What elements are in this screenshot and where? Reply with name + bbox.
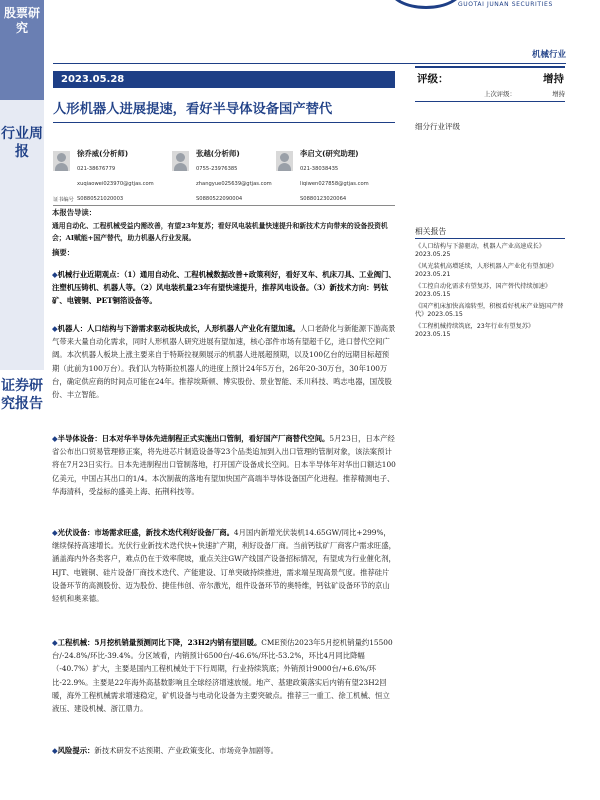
brand-logo-icon <box>388 0 464 9</box>
side-label-mid: 行业周报 <box>1 126 43 160</box>
analyst-name: 徐乔威(分析师) <box>77 149 129 158</box>
paragraph-lead: 机械行业近期观点： <box>57 270 124 279</box>
related-report-link[interactable]: 《工程机械持续筑底，23年行业有望复苏》2023.05.15 <box>415 323 535 339</box>
related-reports-title: 相关报告 <box>415 227 447 236</box>
paragraph-robot <box>52 322 396 401</box>
rating-label: 评级： <box>417 73 449 85</box>
paragraph-text: 5月23日，日本产经省公布出口贸易管理修正案，将先进芯片制造设备等23个品类追加到入出口管理的管制对象，该法案预计将在7月23日实行。日本先进制程出口管制落地，打开国产设备成长空间。日本半导体年对华出口额达100亿美元，中国占其出口的1/4。本次制裁的落地有望加快国产高端半导体设备国产化进程。推荐精测电子、华海清科，受益标的盛美上海、拓荆科技等。 <box>52 434 396 496</box>
report-title: 人形机器人进展提速，看好半导体设备国产替代 <box>53 102 333 117</box>
paragraph-text: 人口老龄化与新能源下游高景气带来大量自动化需求，同时人形机器人研究进展有望加速，核心部件市场有望超千亿，进口替代空间广阔。本次机器人板块上涨主要来自于特斯拉视频展示的机器人进展超预期，以及100亿台的远期目标超预期（此前为100万台）。我们认为特斯拉机器人的进度上预计24年5万台，26年20-30万台，30年100万台，确定供应商的时间点可能在24年。推荐埃斯顿、博实股份、景业智能、禾川科技、鸣志电器，国茂股份、丰立智能。 <box>52 324 396 400</box>
title-divider <box>53 122 395 123</box>
analyst-cert: S0880522090004 <box>196 196 243 202</box>
paragraph-text: 新技术研发不达预期、产业政策变化、市场竞争加剧等。 <box>94 746 278 755</box>
analyst-email[interactable]: xuqiaowei023970@gtjas.com <box>77 181 154 187</box>
related-divider <box>415 238 565 239</box>
related-report-link[interactable]: 《人口结构与下游驱动，机器人产业高速成长》2023.05.25 <box>415 243 545 259</box>
industry-tag: 机械行业 <box>531 50 566 60</box>
paragraph-pv <box>52 526 396 605</box>
side-label-top: 股票研究 <box>3 6 40 35</box>
side-label-bottom: 证券研究报告 <box>1 378 43 412</box>
related-report-link[interactable]: 《国产机床加快高端转型，积极看好机床产业链国产替代》2023.05.15 <box>415 303 564 319</box>
related-report-link[interactable]: 《工控自动化需求有望复苏，国产替代持续加速》2023.05.15 <box>415 283 552 299</box>
bullet-icon: ◆ <box>52 528 58 537</box>
sub-industry-rating-label: 细分行业评级 <box>415 122 460 131</box>
header-divider <box>53 63 566 64</box>
paragraph-lead: 风险提示： <box>57 746 95 755</box>
paragraph-risk <box>52 744 396 757</box>
bullet-icon: ◆ <box>52 270 58 279</box>
previous-rating-label: 上次评级： <box>484 90 516 98</box>
analyst-cert: S0880521020003 <box>77 196 124 202</box>
avatar-icon <box>53 151 70 171</box>
paragraph-lead: 机器人：人口结构与下游需求驱动板块成长，人形机器人产业化有望加速。 <box>57 324 301 333</box>
report-date: 2023.05.28 <box>53 71 395 88</box>
paragraph-viewpoint <box>52 268 396 308</box>
rating-value: 增持 <box>543 73 564 85</box>
related-report-link[interactable]: 《风光装机高增延续，人形机器人产业化有望加速》2023.05.21 <box>415 263 558 279</box>
analyst-email[interactable]: zhangyue025639@gtjas.com <box>196 181 272 187</box>
guide-section <box>52 206 396 259</box>
paragraph-text: （1）通用自动化、工程机械数据改善+政策利好，看好叉车、机床刀具、工业阀门、注塑机压铸机、机器人等。（2）风电装机量23年有望快速提升，推荐风电设备。（3）新技术方向：钙钛矿、电镀铜、PET铜箔设备等。 <box>52 270 396 306</box>
avatar-icon <box>172 151 189 171</box>
abstract-title: 摘要： <box>52 248 75 258</box>
bullet-icon: ◆ <box>52 638 58 647</box>
brand-name-en: GUOTAI JUNAN SECURITIES <box>458 1 553 8</box>
paragraph-text: 4月国内新增光伏装机14.65GW/同比+299%，继续保持高速增长。光伏行业新技术迭代快+快速扩产期，利好设备厂商。当前钙钛矿厂商客户需求旺盛，涵盖海内外各类客户，难点仍在于效率爬坡，重点关注GW产线国产设备招标情况，有望成为行业催化剂，HJT、电镀铜、硅片设备厂商技术迭代、产能建设、订单突破持续推进，需求端呈现高景气度。推荐硅片设备环节的高测股份、迈为股份、捷佳伟创、帝尔激光，组件设备环节的奥特维，钙钛矿设备环节的京山轻机和奥来德。 <box>52 528 396 604</box>
analyst-name: 李启文(研究助理) <box>300 149 359 158</box>
bullet-icon: ◆ <box>52 324 58 333</box>
cert-label: 证书编号 <box>53 197 74 203</box>
paragraph-semiconductor <box>52 432 396 498</box>
previous-rating-value: 增持 <box>552 90 565 98</box>
analyst-cert: S0880123020064 <box>300 196 347 202</box>
paragraph-text: CME预估2023年5月挖机销量约15500台/-24.8%/环比-39.4%。分区域看，内销预计6500台/-46.6%/环比-53.2%，环比4月同比降幅（-40.7%）扩大，主要是国内工程机械处于下行周期，行业持续筑底；外销预计9000台/+6.6%/环比-22.9%。主要是22年海外高基数影响且全球经济增速放缓。地产、基建政策落实后内销有望23H2回暖，海外工程机械需求增速稳定，矿机设备与电动化设备为主要突破点。推荐三一重工、徐工机械、恒立液压、建设机械、浙江鼎力。 <box>52 638 393 714</box>
guide-title: 本报告导读： <box>52 208 97 217</box>
paragraph-lead: 工程机械：5月挖机销量预测同比下降，23H2内销有望回暖。 <box>57 638 262 647</box>
paragraph-construction <box>52 636 396 715</box>
analyst-phone: 021-38038435 <box>300 166 339 172</box>
rating-divider-top <box>415 66 565 68</box>
bullet-icon: ◆ <box>52 746 58 755</box>
paragraph-lead: 半导体设备：日本对华半导体先进制程正式实施出口管制，看好国产厂商替代空间。 <box>57 434 330 443</box>
rating-divider <box>415 101 565 102</box>
paragraph-lead: 光伏设备：市场需求旺盛，新技术迭代利好设备厂商。 <box>57 528 234 537</box>
avatar-icon <box>276 151 293 171</box>
analyst-phone: 021-38676779 <box>77 166 116 172</box>
side-band <box>0 0 44 800</box>
analyst-phone: 0755-23976385 <box>196 166 238 172</box>
guide-text: 通用自动化、工程机械受益内需改善，有望23年复苏；看好风电装机量快速提升和新技术方向带来的设备投资机会；AI赋能+国产替代，助力机器人行业发展。 <box>52 222 388 242</box>
analyst-email[interactable]: liqiwen027858@gtjas.com <box>300 181 369 187</box>
analyst-name: 张越(分析师) <box>196 149 240 158</box>
bullet-icon: ◆ <box>52 434 58 443</box>
